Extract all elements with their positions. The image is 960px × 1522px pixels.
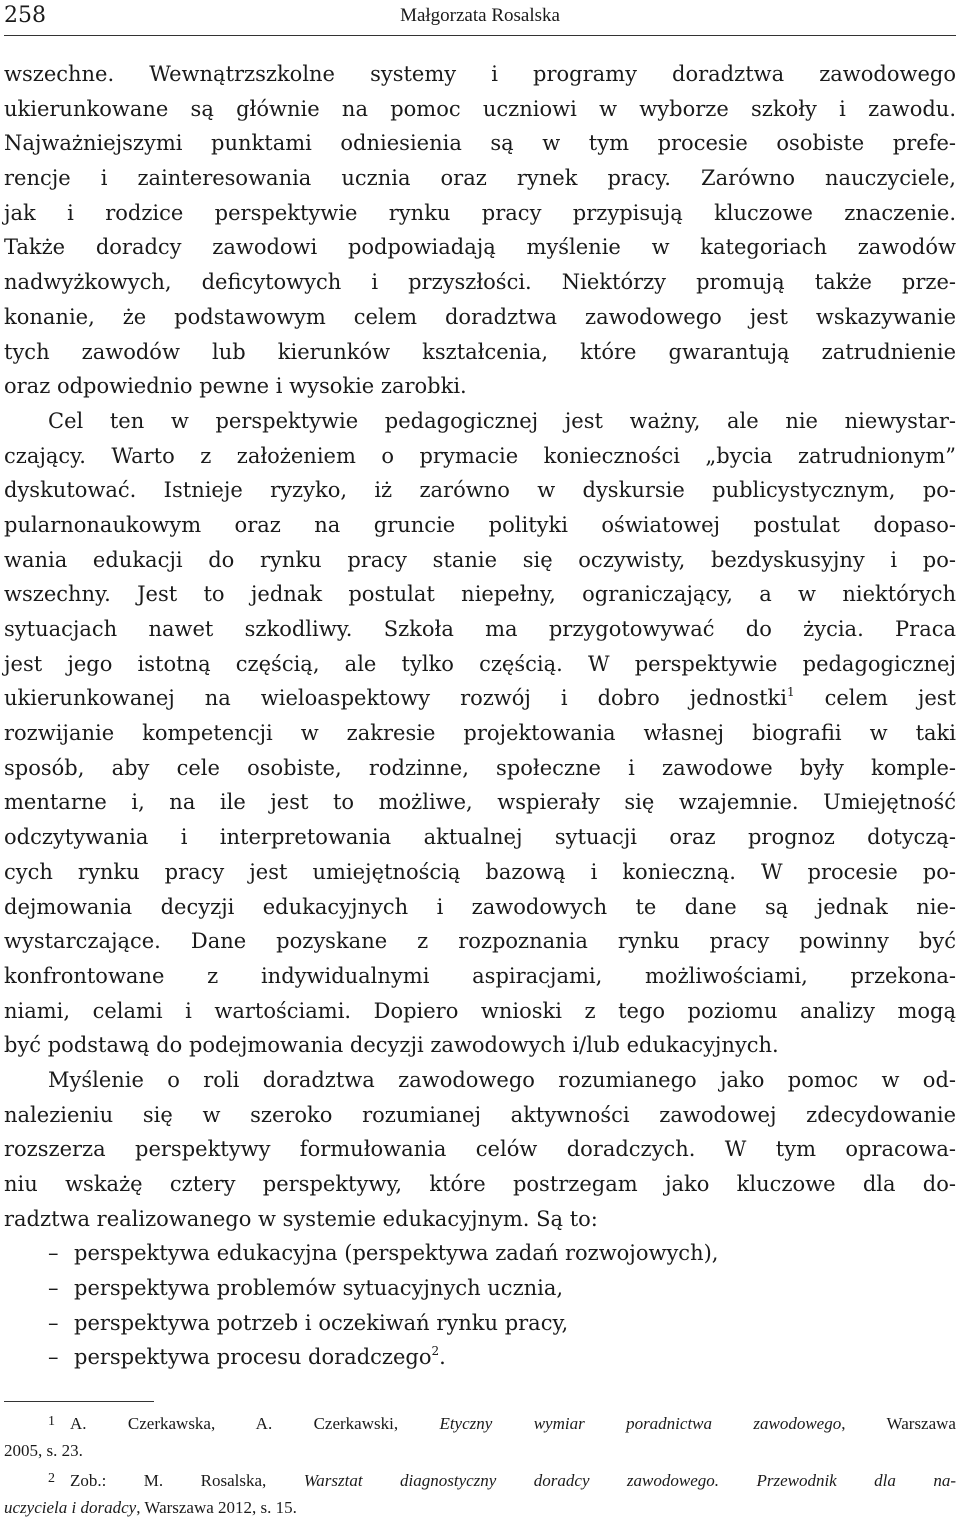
text-line: jest jego istotną częścią, ale tylko częścią. W perspektywie pedagogicznej xyxy=(4,647,956,682)
list-item-text: perspektywa edukacyjna (perspektywa zadań rozwojowych), xyxy=(74,1241,718,1265)
text-line: Także doradcy zawodowi podpowiadają myślenie w kategoriach zawodów xyxy=(4,230,956,265)
list-item-text: perspektywa problemów sytuacyjnych ucznia, xyxy=(74,1276,563,1300)
body-text xyxy=(4,57,956,1375)
text-line: oraz odpowiednio pewne i wysokie zarobki. xyxy=(4,369,956,404)
footnote-2 xyxy=(4,1465,956,1494)
text-line: niu wskażę cztery perspektywy, które postrzegam jako kluczowe dla do- xyxy=(4,1167,956,1202)
line-text: ukierunkowanej na wieloaspektowy rozwój i dobro jednostki xyxy=(4,686,787,710)
dash-bullet: – xyxy=(48,1340,74,1375)
text-line: nalezieniu się w szeroko rozumianej aktywności zawodowej zdecydowanie xyxy=(4,1098,956,1133)
text-line: wszechny. Jest to jednak postulat niepełny, ograniczający, a w niektórych xyxy=(4,577,956,612)
text-line: Myślenie o roli doradztwa zawodowego rozumianego jako pomoc w od- xyxy=(4,1063,956,1098)
paragraph-3 xyxy=(4,1063,956,1236)
text-line: Cel ten w perspektywie pedagogicznej jest ważny, ale nie niewystar- xyxy=(4,404,956,439)
running-head-author: Małgorzata Rosalska xyxy=(4,2,956,30)
text-line: wania edukacji do rynku pracy stanie się oczywisty, bezdyskusyjny i po- xyxy=(4,543,956,578)
list-item xyxy=(4,1236,956,1271)
text-line: cych rynku pracy jest umiejętnością bazową i konieczną. W procesie po- xyxy=(4,855,956,890)
page-header xyxy=(4,0,956,32)
text-line: jak i rodzice perspektywie rynku pracy przypisują kluczowe znaczenie. xyxy=(4,196,956,231)
text-line-with-footnote-ref xyxy=(4,681,956,716)
text-line: dyskutować. Istnieje ryzyko, iż zarówno w dyskursie publicystycznym, po- xyxy=(4,473,956,508)
dash-bullet: – xyxy=(48,1306,74,1341)
footnote-2-continuation xyxy=(4,1494,956,1522)
text-line: być podstawą do podejmowania decyzji zawodowych i/lub edukacyjnych. xyxy=(4,1028,956,1063)
list-item-tail: . xyxy=(439,1345,446,1369)
text-line: konfrontowane z indywidualnymi aspiracjami, możliwościami, przekona- xyxy=(4,959,956,994)
footnote-title: Etyczny wymiar poradnictwa zawodowego xyxy=(439,1414,841,1433)
footnote-title: uczyciela i doradcy xyxy=(4,1498,136,1517)
footnote-text: Zob.: M. Rosalska, xyxy=(70,1471,304,1490)
text-line: niami, celami i wartościami. Dopiero wnioski z tego poziomu analizy mogą xyxy=(4,994,956,1029)
footnote-ref-1[interactable]: 1 xyxy=(787,685,795,699)
footnote-1 xyxy=(4,1408,956,1437)
list-item xyxy=(4,1306,956,1341)
footnote-rule xyxy=(4,1401,154,1402)
dash-bullet: – xyxy=(48,1236,74,1271)
footnotes xyxy=(4,1408,956,1522)
text-line: nadwyżkowych, deficytowych i przyszłości. Niektórzy promują także prze- xyxy=(4,265,956,300)
text-line: wszechne. Wewnątrzszkolne systemy i programy doradztwa zawodowego xyxy=(4,57,956,92)
footnote-title: Warsztat diagnostyczny doradcy zawodowego. Przewodnik dla na- xyxy=(304,1471,956,1490)
text-line: tych zawodów lub kierunków kształcenia, które gwarantują zatrudnienie xyxy=(4,335,956,370)
text-line: pularnonaukowym oraz na gruncie polityki oświatowej postulat dopaso- xyxy=(4,508,956,543)
footnote-1-continuation: 2005, s. 23. xyxy=(4,1437,956,1466)
text-line: wystarczające. Dane pozyskane z rozpoznania rynku pracy powinny być xyxy=(4,924,956,959)
footnote-text: , Warszawa xyxy=(841,1414,956,1433)
dash-bullet: – xyxy=(48,1271,74,1306)
line-text: celem jest xyxy=(795,686,956,710)
text-line: Najważniejszymi punktami odniesienia są w tym procesie osobiste prefe- xyxy=(4,126,956,161)
text-line: rencje i zainteresowania ucznia oraz rynek pracy. Zarówno nauczyciele, xyxy=(4,161,956,196)
footnote-marker: 2 xyxy=(48,1465,70,1494)
text-line: czający. Warto z założeniem o prymacie konieczności „bycia zatrudnionym” xyxy=(4,439,956,474)
text-line: radztwa realizowanego w systemie edukacyjnym. Są to: xyxy=(4,1202,956,1237)
text-line: sytuacjach nawet szkodliwy. Szkoła ma przygotowywać do życia. Praca xyxy=(4,612,956,647)
footnote-text: , Warszawa 2012, s. 15. xyxy=(136,1498,297,1517)
footnote-marker: 1 xyxy=(48,1408,70,1437)
footnote-ref-2[interactable]: 2 xyxy=(431,1344,439,1358)
page-number: 258 xyxy=(4,2,46,30)
text-line: rozszerza perspektywy formułowania celów doradczych. W tym opracowa- xyxy=(4,1132,956,1167)
text-line: mentarne i, na ile jest to możliwe, wspierały się wzajemnie. Umiejętność xyxy=(4,785,956,820)
text-line: odczytywania i interpretowania aktualnej sytuacji oraz prognoz dotyczą- xyxy=(4,820,956,855)
list-item-text: perspektywa procesu doradczego xyxy=(74,1345,431,1369)
text-line: konanie, że podstawowym celem doradztwa zawodowego jest wskazywanie xyxy=(4,300,956,335)
footnote-text: A. Czerkawska, A. Czerkawski, xyxy=(70,1414,439,1433)
text-line: sposób, aby cele osobiste, rodzinne, społeczne i zawodowe były komple- xyxy=(4,751,956,786)
perspectives-list xyxy=(4,1236,956,1375)
paragraph-1 xyxy=(4,57,956,404)
list-item xyxy=(4,1340,956,1375)
text-line: dejmowania decyzji edukacyjnych i zawodowych te dane są jednak nie- xyxy=(4,890,956,925)
list-item xyxy=(4,1271,956,1306)
header-rule xyxy=(4,35,956,36)
list-item-text: perspektywa potrzeb i oczekiwań rynku pracy, xyxy=(74,1311,568,1335)
paragraph-2 xyxy=(4,404,956,1063)
text-line: rozwijanie kompetencji w zakresie projektowania własnej biografii w taki xyxy=(4,716,956,751)
text-line: ukierunkowane są głównie na pomoc uczniowi w wyborze szkoły i zawodu. xyxy=(4,92,956,127)
